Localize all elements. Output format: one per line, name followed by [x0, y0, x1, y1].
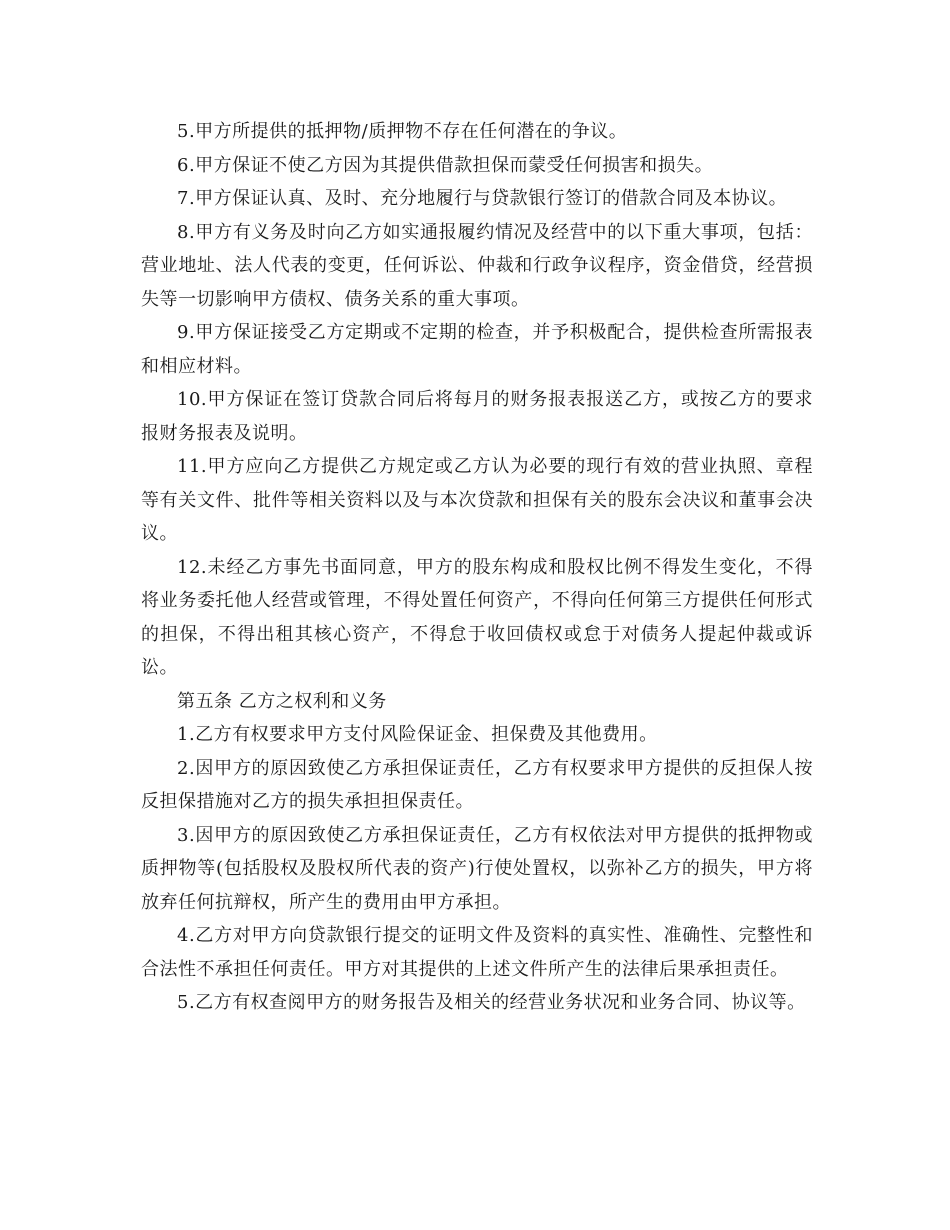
clause-paragraph: 6.甲方保证不使乙方因为其提供借款担保而蒙受任何损害和损失。: [177, 154, 714, 176]
clause-paragraph: 12.未经乙方事先书面同意，甲方的股东构成和股权比例不得发生变化，不得将业务委托他人经营或管理，不得处置任何资产，不得向任何第三方提供任何形式的担保，不得出租其核心资产，不得怠于收回债权或怠于对债务人提起仲裁或诉讼。: [141, 556, 813, 678]
clause-paragraph: 5.乙方有权查阅甲方的财务报告及相关的经营业务状况和业务合同、协议等。: [177, 992, 806, 1013]
clause-paragraph: 3.因甲方的原因致使乙方承担保证责任，乙方有权依法对甲方提供的抵押物或质押物等(包括股权及股权所代表的资产)行使处置权，以弥补乙方的损失，甲方将放弃任何抗辩权，所产生的费用由甲方承担。: [141, 824, 813, 913]
section-heading: 第五条 乙方之权利和义务: [177, 690, 387, 712]
clause-paragraph: 11.甲方应向乙方提供乙方规定或乙方认为必要的现行有效的营业执照、章程等有关文件、批件等相关资料以及与本次贷款和担保有关的股东会决议和董事会决议。: [141, 456, 813, 544]
clause-paragraph: 5.甲方所提供的抵押物/质押物不存在任何潜在的争议。: [177, 121, 628, 142]
clause-paragraph: 10.甲方保证在签订贷款合同后将每月的财务报表报送乙方，或按乙方的要求报财务报表及说明。: [141, 389, 813, 444]
document-body: [141, 115, 813, 1020]
clause-paragraph: 2.因甲方的原因致使乙方承担保证责任，乙方有权要求甲方提供的反担保人按反担保措施对乙方的损失承担担保责任。: [141, 757, 813, 812]
clause-paragraph: 1.乙方有权要求甲方支付风险保证金、担保费及其他费用。: [177, 724, 658, 745]
clause-paragraph: 4.乙方对甲方向贷款银行提交的证明文件及资料的真实性、准确性、完整性和合法性不承担任何责任。甲方对其提供的上述文件所产生的法律后果承担责任。: [141, 925, 813, 980]
clause-paragraph: 9.甲方保证接受乙方定期或不定期的检查，并予积极配合，提供检查所需报表和相应材料。: [141, 322, 813, 377]
clause-paragraph: 8.甲方有义务及时向乙方如实通报履约情况及经营中的以下重大事项，包括：营业地址、法人代表的变更，任何诉讼、仲裁和行政争议程序，资金借贷，经营损失等一切影响甲方债权、债务关系的重大事项。: [141, 221, 813, 310]
clause-paragraph: 7.甲方保证认真、及时、充分地履行与贷款银行签订的借款合同及本协议。: [177, 188, 788, 209]
